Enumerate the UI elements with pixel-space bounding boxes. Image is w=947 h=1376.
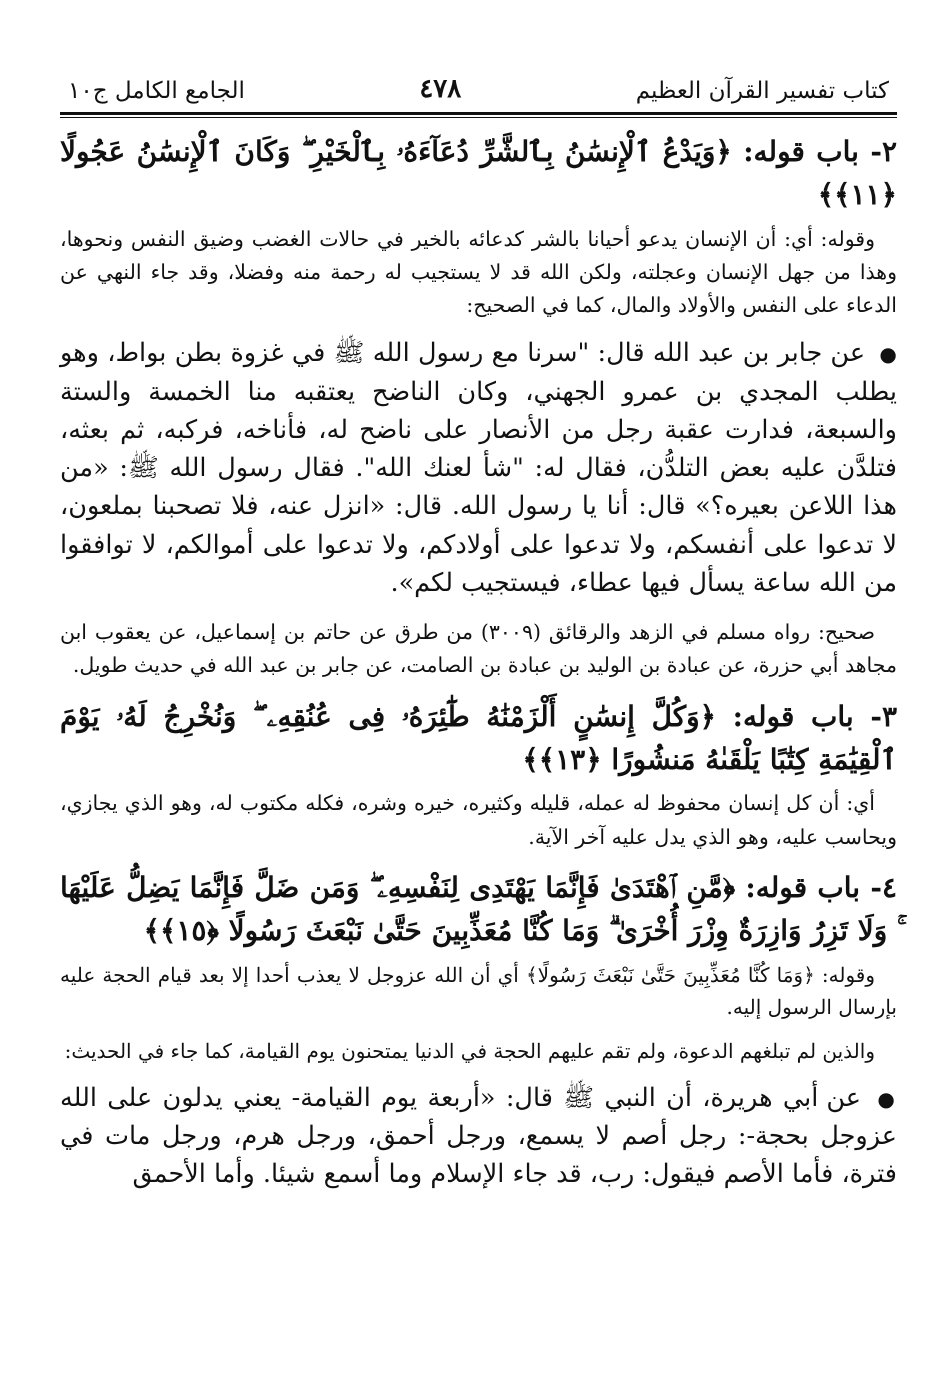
hadith-body: عن أبي هريرة، أن النبي ﷺ قال: «أربعة يوم القيامة- يعني يدلون على الله عزوجل بحجة-: رجل أصم لا يسمع، ورجل أحمق، ورجل هرم، ورجل مات في فترة، فأما الأصم فيقول: رب، قد جاء الإسلام وما أسمع شيئا. وأما الأحمق	[60, 1082, 897, 1190]
commentary-paragraph: وقوله: ﴿وَمَا كُنَّا مُعَذِّبِينَ حَتَّىٰ نَبْعَثَ رَسُولًا﴾ أي أن الله عزوجل لا يعذب أحدا إلا بعد قيام الحجة عليه بإرسال الرسول إليه.	[60, 962, 897, 1019]
commentary-paragraph: والذين لم تبلغهم الدعوة، ولم تقم عليهم الحجة في الدنيا يمتحنون يوم القيامة، كما جاء في الحديث:	[64, 1038, 875, 1063]
chapter-label: ٤- باب قوله:	[745, 870, 898, 904]
chapter-label: ٣- باب قوله:	[732, 699, 898, 733]
commentary-paragraph: أي: أن كل إنسان محفوظ له عمله، قليله وكثيره، خيره وشره، فكله مكتوب له، وهو الذي يجازي، ويحاسب عليه، وهو الذي يدل عليه آخر الآية.	[60, 791, 897, 849]
book-title: كتاب تفسير القرآن العظيم	[635, 78, 889, 104]
chapter-heading	[60, 130, 897, 217]
bullet-icon: ●	[877, 1086, 897, 1111]
hadith-text	[60, 334, 897, 602]
commentary-paragraph: وقوله: أي: أن الإنسان يدعو أحيانا بالشر كدعائه بالخير في حالات الغضب وضيق النفس ونحوها، وهذا من جهل الإنسان وعجلته، ولكن الله قد لا يستجيب له رحمة منه وفضلا، وقد جاء النهي عن الدعاء على النفس والأولاد والمال، كما في الصحيح:	[60, 226, 897, 318]
page-header	[60, 56, 897, 104]
volume-label: الجامع الكامل ج١٠	[68, 78, 245, 104]
chapter-label: ٢- باب قوله:	[743, 135, 898, 168]
quran-verse: ﴿وَيَدْعُ ٱلْإِنسَٰنُ بِٱلشَّرِّ دُعَآءَهُۥ بِٱلْخَيْرِ ۖ وَكَانَ ٱلْإِنسَٰنُ عَجُولًا ﴿١١﴾﴾	[60, 135, 897, 212]
header-rule	[60, 112, 897, 115]
hadith-source: صحيح: رواه مسلم في الزهد والرقائق (٣٠٠٩) من طرق عن حاتم بن إسماعيل، عن يعقوب ابن مجاهد أبي حزرة، عن عبادة بن الوليد بن عبادة بن الصامت، عن جابر بن عبد الله في حديث طويل.	[60, 620, 897, 678]
hadith-body: عن جابر بن عبد الله قال: "سرنا مع رسول الله ﷺ في غزوة بطن بواط، وهو يطلب المجدي بن عمرو الجهني، وكان الناضح يعتقبه منا الخمسة والستة والسبعة، فدارت عقبة رجل من الأنصار على ناضح له، فأناخه، فركبه، ثم بعثه، فتلدَّن عليه بعض التلدُّن، فقال له: "شأ لعنك الله". فقال رسول الله ﷺ: «من هذا اللاعن بعيره؟» قال: أنا يا رسول الله. قال: «انزل عنه، فلا تصحبنا بملعون، لا تدعوا على أنفسكم، ولا تدعوا على أولادكم، ولا تدعوا على أموالكم، لا توافقوا من الله ساعة يسأل فيها عطاء، فيستجيب لكم».	[60, 338, 897, 598]
hadith-text	[60, 1079, 897, 1194]
header-rule-thin	[60, 117, 897, 118]
page-content	[60, 130, 897, 1193]
chapter-heading	[60, 695, 897, 782]
page-number: ٤٧٨	[419, 74, 462, 104]
chapter-heading	[60, 866, 897, 953]
bullet-icon: ●	[879, 342, 898, 367]
quran-verse: ﴿وَكُلَّ إِنسَٰنٍ أَلْزَمْنَٰهُ طَٰٓئِرَهُۥ فِى عُنُقِهِۦ ۖ وَنُخْرِجُ لَهُۥ يَوْمَ ٱلْقِيَٰمَةِ كِتَٰبًا يَلْقَىٰهُ مَنشُورًا ﴿١٣﴾﴾	[60, 699, 897, 776]
quran-verse: ﴿مَّنِ ٱهْتَدَىٰ فَإِنَّمَا يَهْتَدِى لِنَفْسِهِۦ ۖ وَمَن ضَلَّ فَإِنَّمَا يَضِلُّ عَلَيْهَا ۚ وَلَا تَزِرُ وَازِرَةٌ وِزْرَ أُخْرَىٰ ۗ وَمَا كُنَّا مُعَذِّبِينَ حَتَّىٰ نَبْعَثَ رَسُولًا ﴿١٥﴾﴾	[60, 870, 897, 948]
